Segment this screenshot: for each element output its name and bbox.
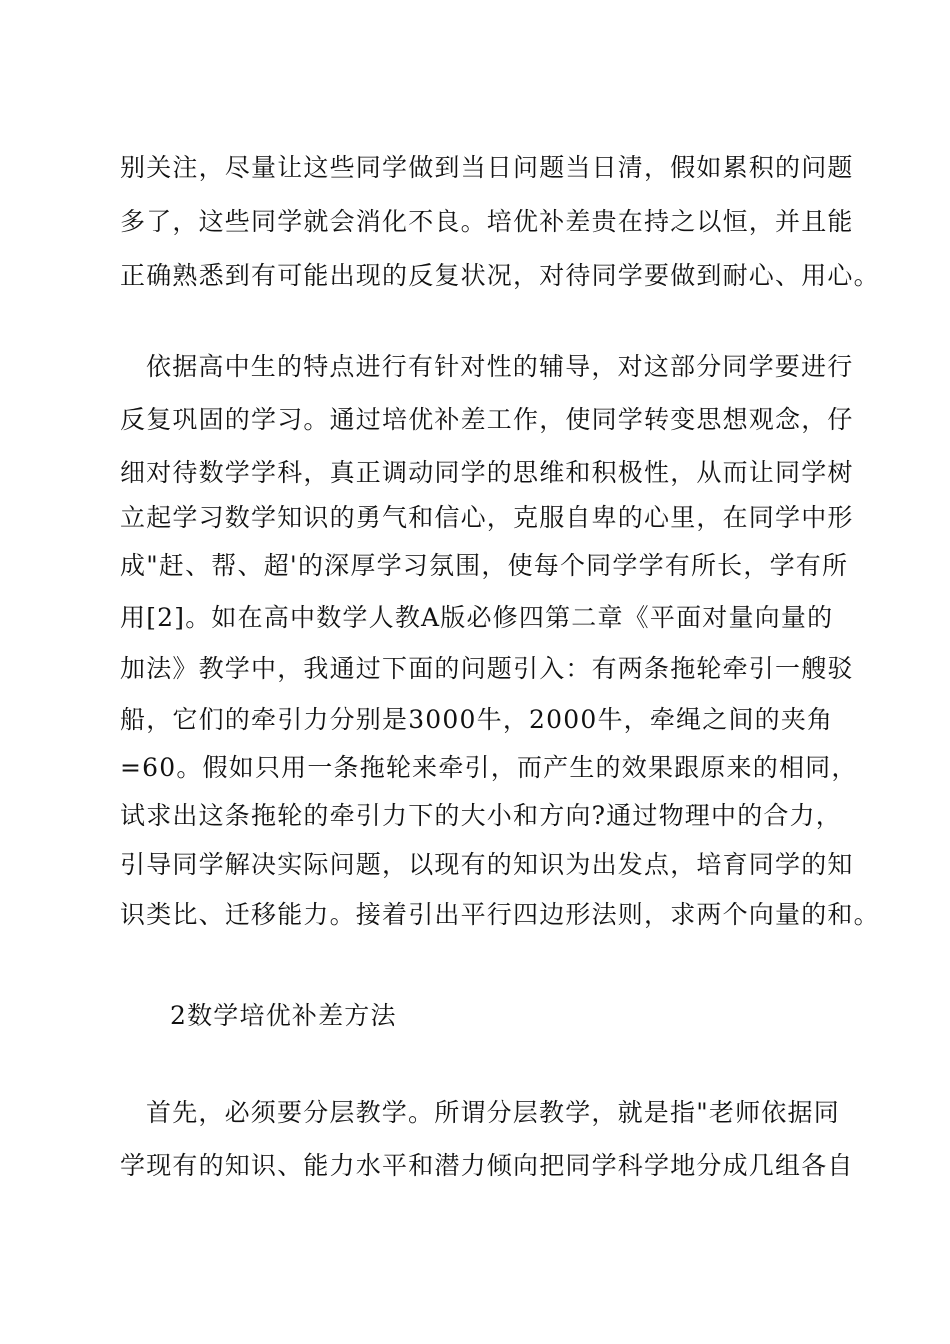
paragraph-3-line-2: 学现有的知识、能力水平和潜力倾向把同学科学地分成几组各自 — [120, 1151, 854, 1180]
paragraph-1-line-2: 多了，这些同学就会消化不良。培优补差贵在持之以恒，并且能 — [120, 207, 854, 236]
paragraph-2-line-8: 船，它们的牵引力分别是3000牛，2000牛，牵绳之间的夹角 — [120, 705, 834, 734]
paragraph-2-line-6: 用[2]。如在高中数学人教A版必修四第二章《平面对量向量的 — [120, 603, 834, 632]
paragraph-1-line-3: 正确熟悉到有可能出现的反复状况，对待同学要做到耐心、用心。 — [120, 261, 880, 290]
paragraph-2-line-9: =60。假如只用一条拖轮来牵引，而产生的效果跟原来的相同， — [120, 753, 858, 782]
paragraph-2-line-10: 试求出这条拖轮的牵引力下的大小和方向?通过物理中的合力， — [120, 801, 843, 830]
paragraph-2-line-5: 成"赶、帮、超'的深厚学习氛围，使每个同学学有所长，学有所 — [120, 551, 849, 580]
section-heading: 2数学培优补差方法 — [170, 1001, 397, 1030]
paragraph-2-line-7: 加法》教学中，我通过下面的问题引入：有两条拖轮牵引一艘驳 — [120, 654, 854, 683]
paragraph-2-line-12: 识类比、迁移能力。接着引出平行四边形法则，求两个向量的和。 — [120, 900, 880, 929]
paragraph-2-line-1: 依据高中生的特点进行有针对性的辅导，对这部分同学要进行 — [146, 352, 854, 381]
paragraph-2-line-4: 立起学习数学知识的勇气和信心，克服自卑的心里，在同学中形 — [120, 503, 854, 532]
paragraph-3-line-1: 首先，必须要分层教学。所谓分层教学，就是指"老师依据同 — [146, 1098, 840, 1127]
paragraph-2-line-2: 反复巩固的学习。通过培优补差工作，使同学转变思想观念，仔 — [120, 405, 854, 434]
paragraph-1-line-1: 别关注，尽量让这些同学做到当日问题当日清，假如累积的问题 — [120, 153, 854, 182]
paragraph-2-line-3: 细对待数学学科，真正调动同学的思维和积极性，从而让同学树 — [120, 458, 854, 487]
paragraph-2-line-11: 引导同学解决实际问题，以现有的知识为出发点，培育同学的知 — [120, 850, 854, 879]
